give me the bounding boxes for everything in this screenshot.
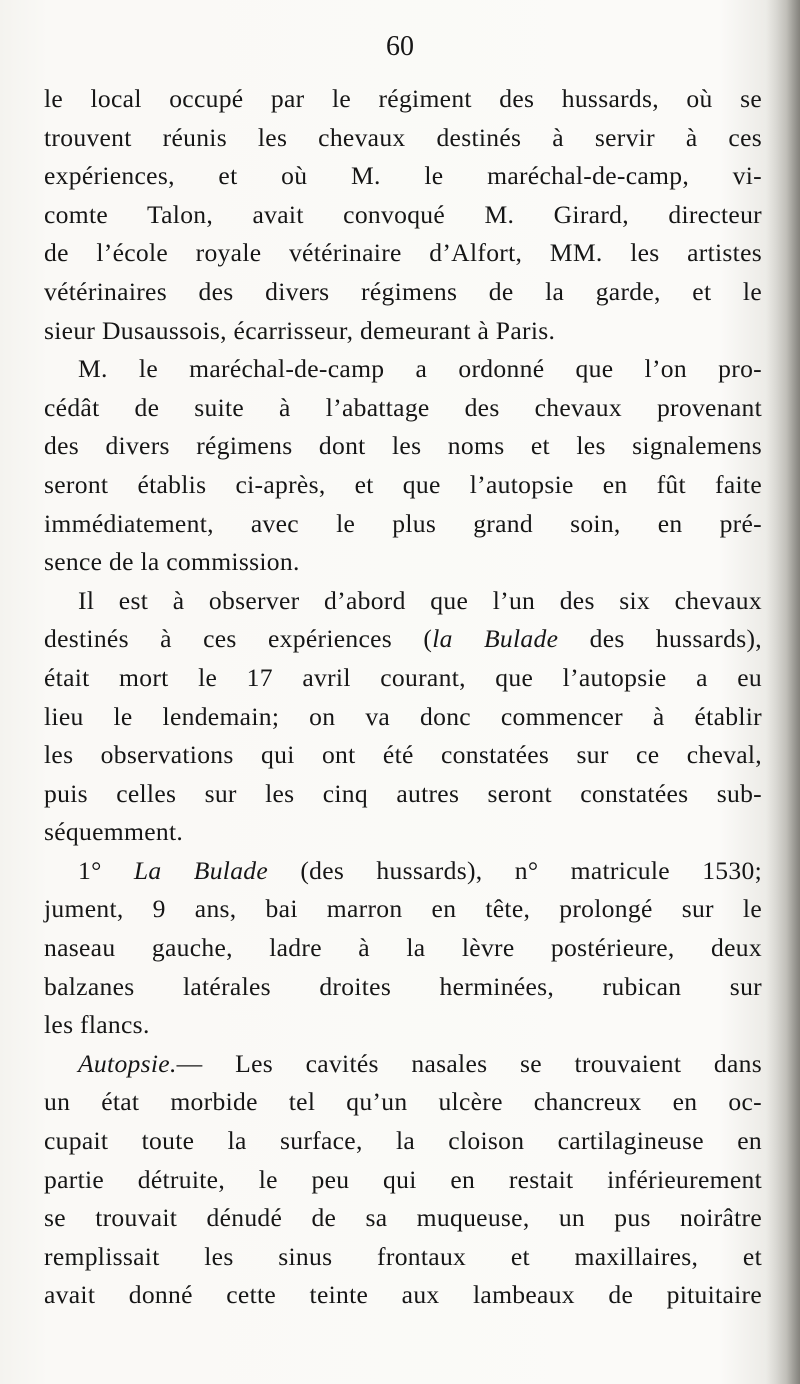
text-line: [44, 119, 762, 158]
text-line-content: séquemment.: [44, 817, 184, 847]
text-line-content: puis celles sur les cinq autres seront constatées sub-: [44, 778, 762, 808]
text-line: [44, 234, 762, 273]
text-line-content: remplissait les sinus frontaux et maxillaires, et: [44, 1241, 762, 1271]
text-line: [44, 273, 762, 312]
text-line-content: comte Talon, avait convoqué M. Girard, directeur: [44, 199, 762, 229]
text-line-content: partie détruite, le peu qui en restait inférieurement: [44, 1164, 762, 1194]
text-line: [44, 1122, 762, 1161]
text-line: [44, 698, 762, 737]
text-line-content: se trouvait dénudé de sa muqueuse, un pus noirâtre: [44, 1203, 762, 1233]
text-line: [44, 736, 762, 775]
text-line: [44, 1006, 762, 1045]
text-line-content: lieu le lendemain; on va donc commencer à établir: [44, 701, 762, 731]
text-line-continuation: — Les cavités nasales se trouvaient dans: [176, 1048, 762, 1078]
text-line-content: immédiatement, avec le plus grand soin, en pré-: [44, 508, 762, 538]
text-line: [44, 1238, 762, 1277]
text-line: [44, 1083, 762, 1122]
text-line-content: un état morbide tel qu’un ulcère chancreux en oc-: [44, 1087, 762, 1117]
text-line: [44, 157, 762, 196]
italic-text: la Bulade: [432, 624, 559, 654]
text-line-content: les flancs.: [44, 1010, 150, 1040]
page-number: 60: [386, 31, 414, 62]
text-line-content: cupait toute la surface, la cloison cartilagineuse en: [44, 1126, 762, 1156]
body-text: [44, 80, 762, 1315]
text-line: [44, 1199, 762, 1238]
text-line: [44, 312, 762, 351]
text-line-content: vétérinaires des divers régimens de la garde, et le: [44, 276, 762, 306]
text-line-continuation: (des hussards), n° matricule 1530;: [268, 855, 762, 885]
text-line: [44, 620, 762, 659]
italic-text: La Bulade: [133, 855, 269, 885]
italic-text: Autopsie.: [78, 1048, 177, 1078]
text-line-continuation: des hussards),: [558, 624, 762, 654]
text-line: [44, 543, 762, 582]
text-line: [44, 582, 762, 621]
text-line-content: jument, 9 ans, bai marron en tête, prolongé sur le: [44, 894, 762, 924]
text-line: [44, 775, 762, 814]
text-line: [44, 196, 762, 235]
text-line: [44, 1276, 762, 1315]
text-line-content: 1°: [78, 855, 134, 885]
text-line-content: balzanes latérales droites herminées, rubican sur: [44, 971, 762, 1001]
text-line-content: sieur Dusaussois, écarrisseur, demeurant à Paris.: [44, 315, 556, 345]
text-line: [44, 466, 762, 505]
text-line-content: cédât de suite à l’abattage des chevaux provenant: [44, 392, 762, 422]
page-spine-shadow: [766, 0, 800, 1384]
text-line-content: des divers régimens dont les noms et les signalemens: [44, 431, 762, 461]
text-line-content: seront établis ci-après, et que l’autopsie en fût faite: [44, 469, 762, 499]
text-line-content: de l’école royale vétérinaire d’Alfort, MM. les artistes: [44, 238, 762, 268]
text-line-content: sence de la commission.: [44, 547, 300, 577]
text-line: [44, 929, 762, 968]
text-line: [44, 427, 762, 466]
text-line-content: Il est à observer d’abord que l’un des six chevaux: [78, 585, 762, 615]
text-line: [44, 659, 762, 698]
text-line: [44, 852, 762, 891]
text-line: [44, 1045, 762, 1084]
text-line: [44, 890, 762, 929]
text-line-content: avait donné cette teinte aux lambeaux de pituitaire: [44, 1280, 762, 1310]
text-line-content: les observations qui ont été constatées sur ce cheval,: [44, 740, 762, 770]
text-line-content: était mort le 17 avril courant, que l’autopsie a eu: [44, 662, 762, 692]
text-line: [44, 505, 762, 544]
text-line: [44, 968, 762, 1007]
text-line-content: le local occupé par le régiment des hussards, où se: [44, 84, 762, 113]
text-line-content: expériences, et où M. le maréchal-de-camp, vi-: [44, 161, 762, 191]
text-line-content: trouvent réunis les chevaux destinés à servir à ces: [44, 122, 762, 152]
text-line-content: destinés à ces expériences (: [44, 624, 433, 654]
text-line: [44, 80, 762, 119]
text-line-content: naseau gauche, ladre à la lèvre postérieure, deux: [44, 933, 762, 963]
text-line: [44, 813, 762, 852]
text-line: [44, 350, 762, 389]
text-line-content: M. le maréchal-de-camp a ordonné que l’on pro-: [78, 354, 762, 384]
text-line: [44, 389, 762, 428]
text-line: [44, 1161, 762, 1200]
